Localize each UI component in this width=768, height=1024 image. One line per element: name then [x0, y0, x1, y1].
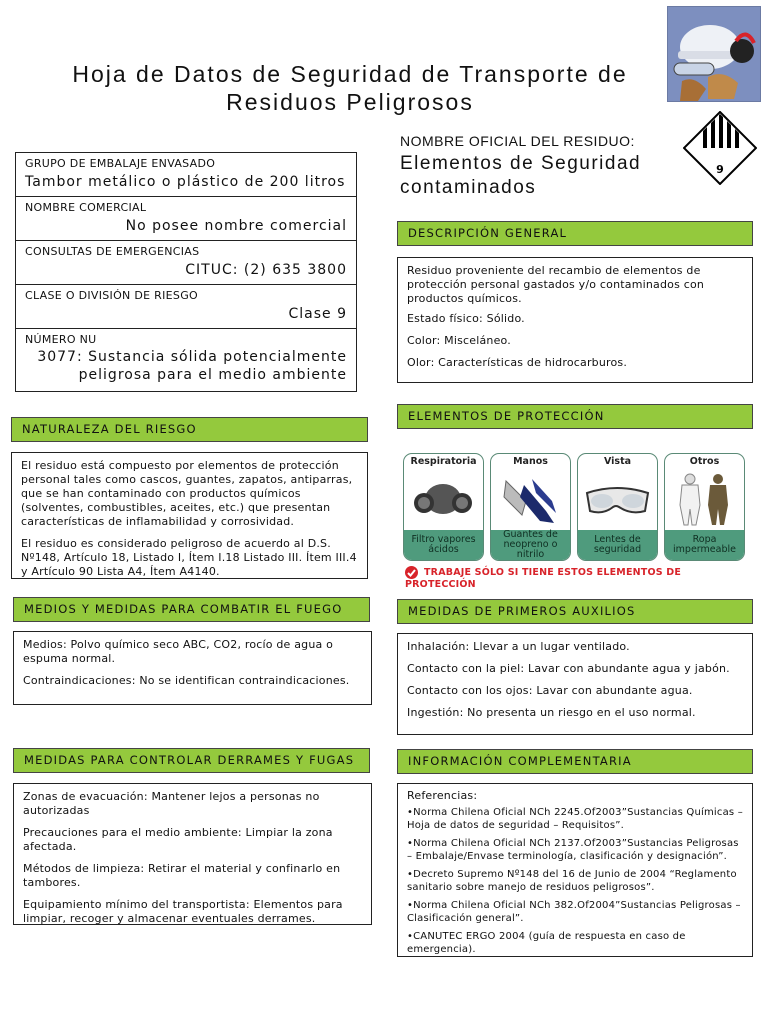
ppe-hands-caption: Guantes de neopreno o nitrilo	[491, 530, 570, 560]
packing-row	[16, 153, 356, 197]
protection-warning	[405, 566, 750, 590]
spills-text-4: Equipamiento mínimo del transportista: Elementos para limpiar, recoger y almacenar eventuales derrames.	[23, 898, 343, 925]
extra-ref-5: •CANUTEC ERGO 2004 (guía de respuesta en caso de emergencia).	[407, 931, 686, 955]
general-header: DESCRIPCIÓN GENERAL	[397, 221, 753, 246]
commercial-row	[16, 197, 356, 241]
emergency-label: CONSULTAS DE EMERGENCIAS	[25, 245, 200, 258]
general-text-2: Estado físico: Sólido.	[407, 312, 525, 325]
ppe-hands	[490, 453, 571, 561]
goggles-icon	[583, 471, 652, 527]
spills-text-3: Métodos de limpieza: Retirar el material y confinarlo en tambores.	[23, 862, 341, 889]
firstaid-text-4: Ingestión: No presenta un riesgo en el uso normal.	[407, 706, 696, 719]
spills-text-1: Zonas de evacuación: Mantener lejos a personas no autorizadas	[23, 790, 320, 817]
protection-warning-text: TRABAJE SÓLO SI TIENE ESTOS ELEMENTOS DE PROTECCIÓN	[405, 567, 682, 590]
extra-ref-4: •Norma Chilena Oficial NCh 382.Of2004”Sustancias Peligrosas – Clasificación general”.	[407, 900, 741, 924]
ppe-eyes-title: Vista	[603, 456, 632, 467]
hazard-class-9-icon	[683, 111, 757, 185]
extra-ref-2: •Norma Chilena Oficial NCh 2137.Of2003”Sustancias Peligrosas – Embalaje/Envase terminología, clasificación y designación”.	[407, 838, 739, 862]
ppe-respiratory	[403, 453, 484, 561]
emergency-value: CITUC: (2) 635 3800	[185, 262, 347, 278]
un-label: NÚMERO NU	[25, 333, 97, 346]
fire-text-1: Medios: Polvo químico seco ABC, CO2, rocío de agua o espuma normal.	[23, 638, 334, 665]
protection-header: ELEMENTOS DE PROTECCIÓN	[397, 404, 753, 429]
firstaid-header: MEDIDAS DE PRIMEROS AUXILIOS	[397, 599, 753, 624]
commercial-label: NOMBRE COMERCIAL	[25, 201, 147, 214]
respirator-icon	[409, 471, 478, 527]
fire-box	[13, 631, 372, 705]
packing-value: Tambor metálico o plástico de 200 litros	[25, 174, 346, 190]
firstaid-box	[397, 633, 753, 735]
risk-box	[11, 452, 368, 579]
official-name-label: NOMBRE OFICIAL DEL RESIDUO:	[400, 133, 635, 149]
ppe-eyes	[577, 453, 658, 561]
protective-suit-icon	[670, 471, 739, 527]
general-text-1: Residuo proveniente del recambio de elementos de protección personal gastados y/o contaminados con productos químicos.	[407, 264, 705, 305]
firstaid-text-1: Inhalación: Llevar a un lugar ventilado.	[407, 640, 630, 653]
firstaid-text-2: Contacto con la piel: Lavar con abundante agua y jabón.	[407, 662, 730, 675]
page-title: Hoja de Datos de Seguridad de Transporte de Residuos Peligrosos	[72, 61, 628, 115]
risk-text-1: El residuo está compuesto por elementos de protección personal tales como cascos, guantes, zapatos, antiparras, que se han contaminado con productos químicos (solventes, combustibles, aceites, etc.) que presentan características de inflamabilidad y corrosividad.	[21, 459, 353, 528]
packing-label: GRUPO DE EMBALAJE ENVASADO	[25, 157, 216, 170]
class-label: CLASE O DIVISIÓN DE RIESGO	[25, 289, 198, 302]
class-value: Clase 9	[288, 306, 347, 322]
extra-ref-3: •Decreto Supremo Nº148 del 16 de Junio de 2004 “Reglamento sanitario sobre manejo de residuos peligrosos”.	[407, 869, 737, 893]
ppe-other-title: Otros	[689, 456, 720, 467]
ppe-other-caption: Ropa impermeable	[665, 530, 744, 560]
ppe-respiratory-title: Respiratoria	[410, 456, 477, 467]
extra-header: INFORMACIÓN COMPLEMENTARIA	[397, 749, 753, 774]
protection-panels	[403, 453, 746, 561]
extra-ref-1: •Norma Chilena Oficial NCh 2245.Of2003”Sustancias Químicas – Hoja de datos de seguridad – Requisitos”.	[407, 807, 743, 831]
risk-header: NATURALEZA DEL RIESGO	[11, 417, 368, 442]
ppe-other	[664, 453, 745, 561]
risk-text-2: El residuo es considerado peligroso de acuerdo al D.S. Nº148, Artículo 18, Listado I, Ítem I.18 Listado III. Ítem III.4 y Artículo 90 Lista A4, Ítem A4140.	[21, 537, 357, 578]
ppe-eyes-caption: Lentes de seguridad	[578, 530, 657, 560]
ppe-respiratory-caption: Filtro vapores ácidos	[404, 530, 483, 560]
un-row	[16, 329, 356, 391]
class-row	[16, 285, 356, 329]
spills-text-2: Precauciones para el medio ambiente: Limpiar la zona afectada.	[23, 826, 333, 853]
commercial-value: No posee nombre comercial	[125, 218, 347, 234]
general-text-4: Olor: Características de hidrocarburos.	[407, 356, 628, 369]
emergency-row	[16, 241, 356, 285]
extra-box	[397, 783, 753, 957]
check-icon	[405, 566, 418, 579]
hazard-class-number: 9	[716, 163, 724, 176]
fire-text-2: Contraindicaciones: No se identifican contraindicaciones.	[23, 674, 350, 687]
general-box	[397, 257, 753, 383]
spills-box	[13, 783, 372, 925]
ppe-hands-title: Manos	[513, 456, 548, 467]
ppe-photo	[667, 6, 761, 102]
general-text-3: Color: Misceláneo.	[407, 334, 511, 347]
un-value: 3077: Sustancia sólida potencialmente peligrosa para el medio ambiente	[37, 349, 347, 383]
gloves-icon	[496, 471, 565, 527]
extra-intro: Referencias:	[407, 789, 478, 802]
fire-header: MEDIOS Y MEDIDAS PARA COMBATIR EL FUEGO	[13, 597, 370, 622]
spills-header: MEDIDAS PARA CONTROLAR DERRAMES Y FUGAS	[13, 748, 370, 773]
official-name-value: Elementos de Seguridad contaminados	[400, 153, 642, 198]
firstaid-text-3: Contacto con los ojos: Lavar con abundante agua.	[407, 684, 693, 697]
info-box	[15, 152, 357, 392]
